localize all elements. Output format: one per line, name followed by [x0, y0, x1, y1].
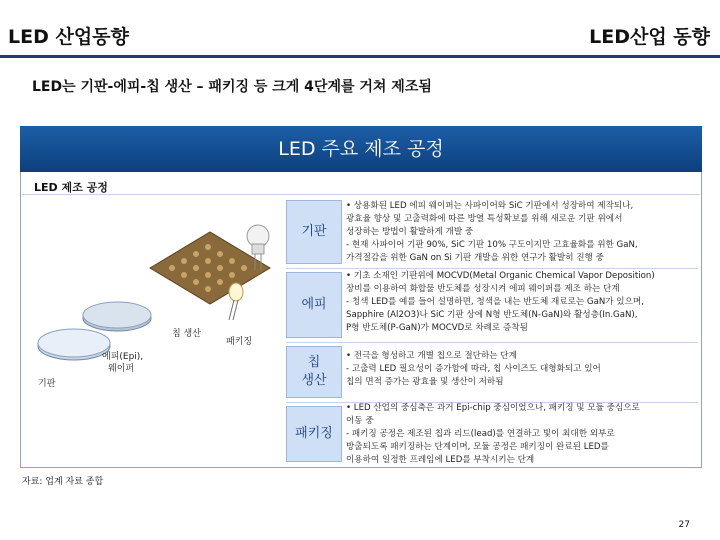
epi-wafer-icon [83, 302, 151, 331]
desc-line: Sapphire (Al2O3)나 SiC 기판 상에 N형 반도체(N-GaN)와 활성층(In.GaN), [346, 310, 638, 320]
stage-chip-description [346, 350, 698, 389]
stage-chip-box [286, 346, 342, 398]
process-illustration [22, 196, 284, 468]
wafer-disc-icon [38, 329, 110, 360]
stage-epi-name: 에피 [301, 297, 327, 313]
desc-line: 가격절감을 위한 GaN on Si 기판 개발을 위한 연구가 활발히 진행 중 [346, 253, 604, 263]
stage-substrate-box [286, 200, 342, 264]
desc-line: - 현재 사파이어 기판 90%, SiC 기판 10% 구도이지만 고효율화를 위한 GaN, [346, 240, 638, 250]
stage-substrate-name: 기판 [301, 224, 327, 240]
header-title-right: LED산업 동향 [589, 26, 710, 48]
page-number: 27 [678, 520, 690, 530]
desc-line: 광효율 향상 및 고출력화에 따른 방열 특성확보를 위해 새로운 기판 위에서 [346, 214, 623, 224]
desc-line: 방출되도록 패키징하는 단계이며, 모듈 공정은 패키징이 완료된 LED를 [346, 442, 609, 452]
stage-chip-name-1: 칩 [307, 355, 321, 371]
source-note: 자료: 업계 자료 종합 [22, 477, 104, 487]
desc-line: - 패키징 공정은 제조된 칩과 리드(lead)를 연결하고 빛이 최대한 외부로 [346, 429, 615, 439]
stage-chip-name-2: 생산 [301, 373, 327, 388]
section-divider [22, 194, 700, 195]
desc-line: 이동 중 [346, 416, 374, 426]
stage-epi-box [286, 272, 342, 338]
banner-title: LED 주요 제조 공정 [278, 138, 444, 160]
slide-subtitle: LED는 기판-에피-칩 생산 – 패키징 등 크게 4단계를 거쳐 제조됨 [32, 79, 432, 95]
desc-line: • LED 산업의 중심축은 과거 Epi-chip 중심이었으나, 패키징 및 모듈 중심으로 [346, 403, 640, 413]
desc-line: - 청색 LED를 예를 들어 설명하면, 청색을 내는 반도체 재료로는 GaN가 있으며, [346, 297, 644, 307]
stage-divider [286, 268, 698, 269]
desc-line: • 전극을 형성하고 개별 칩으로 절단하는 단계 [346, 351, 517, 361]
illustration-label-substrate: 기판 [38, 379, 56, 389]
illustration-label-chip: 칩 생산 [172, 329, 201, 339]
stage-divider [286, 342, 698, 343]
stage-package-name: 패키징 [295, 426, 333, 442]
desc-line: 이용하여 일정한 프레임에 LED를 부착시키는 단계 [346, 455, 535, 465]
desc-line: • 상용화된 LED 에피 웨이퍼는 사파이어와 SiC 기판에서 성장하여 제작되나, [346, 201, 634, 211]
desc-line: 칩의 면적 증가는 광효율 및 생산이 저하됨 [346, 377, 504, 387]
desc-line: - 고출력 LED 필요성이 증가함에 따라, 칩 사이즈도 대형화되고 있어 [346, 364, 601, 374]
desc-line: 성장하는 방법이 활발하게 개발 중 [346, 227, 474, 237]
desc-line: 장비를 이용하여 화합물 반도체를 성장시켜 에피 웨이퍼를 제조 하는 단계 [346, 284, 620, 294]
illustration-label-package: 패키징 [226, 337, 253, 347]
header-title-left: LED 산업동향 [8, 26, 129, 48]
leaded-led-icon [229, 283, 243, 320]
stage-package-box [286, 406, 342, 462]
desc-line: P형 반도체(P-GaN)가 MOCVD로 차례로 증착됨 [346, 323, 528, 333]
illustration-label-wafer: 웨이퍼 [108, 364, 135, 374]
desc-line: • 기초 소재인 기판위에 MOCVD(Metal Organic Chemical Vapor Deposition) [346, 271, 655, 281]
stage-epi-description [346, 270, 698, 335]
stage-substrate-description [346, 200, 698, 265]
illustration-label-epi: 에피(Epi), [102, 352, 144, 362]
stage-package-description [346, 402, 698, 467]
section-label: LED 제조 공정 [34, 181, 108, 194]
header-divider [0, 55, 720, 58]
